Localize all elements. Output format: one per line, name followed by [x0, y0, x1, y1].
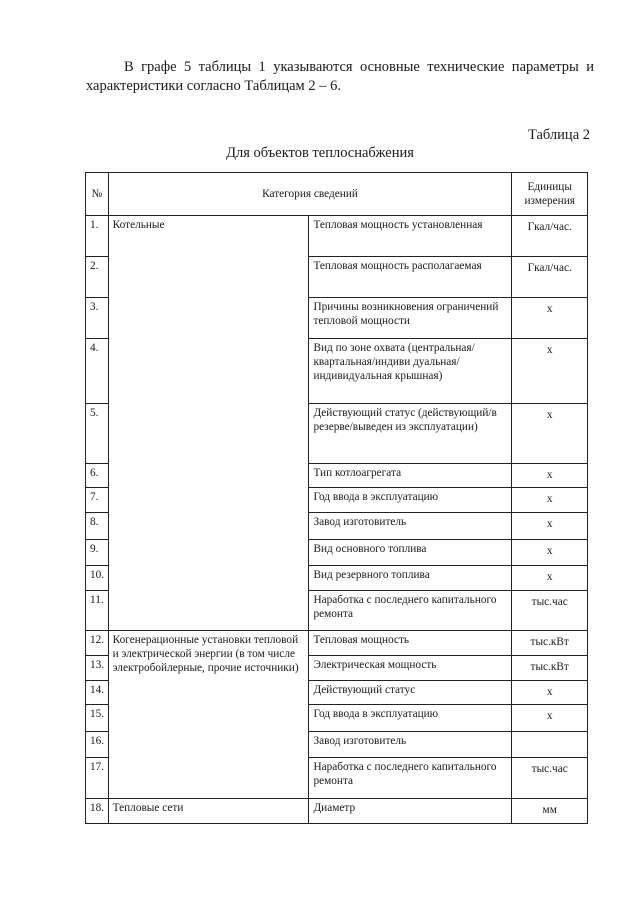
unit-cell — [512, 681, 588, 705]
unit-value: х — [546, 686, 553, 698]
unit-value: Гкал/час. — [527, 221, 572, 233]
parameter-cell: Тип котлоагрегата — [309, 464, 512, 488]
unit-value: х — [546, 303, 553, 315]
parameter-cell: Тепловая мощность располагаемая — [309, 257, 512, 298]
row-number: 9. — [86, 540, 109, 566]
unit-value: х — [546, 518, 553, 530]
row-number: 1. — [86, 216, 109, 257]
parameter-cell: Действующий статус — [309, 681, 512, 705]
unit-value: х — [546, 571, 553, 583]
row-number: 17. — [86, 758, 109, 799]
unit-value: х — [546, 493, 553, 505]
parameter-cell: Завод изготовитель — [309, 513, 512, 540]
unit-cell — [512, 631, 588, 656]
parameter-cell: Вид резервного топлива — [309, 566, 512, 591]
heat-supply-table — [85, 172, 588, 824]
unit-cell — [512, 513, 588, 540]
unit-cell — [512, 298, 588, 339]
parameter-cell: Тепловая мощность — [309, 631, 512, 656]
category-cell: Котельные — [108, 216, 309, 631]
parameter-cell: Вид основного топлива — [309, 540, 512, 566]
unit-cell — [512, 591, 588, 631]
unit-value: тыс.кВт — [530, 661, 569, 673]
unit-cell — [512, 404, 588, 464]
row-number: 18. — [86, 799, 109, 824]
unit-cell — [512, 464, 588, 488]
unit-value: х — [546, 409, 553, 421]
table-header-row — [86, 173, 588, 216]
row-number: 2. — [86, 257, 109, 298]
table-row — [86, 631, 588, 656]
unit-cell — [512, 732, 588, 758]
parameter-cell: Электрическая мощность — [309, 656, 512, 681]
unit-value: тыс.кВт — [530, 636, 569, 648]
unit-value: Гкал/час. — [527, 262, 572, 274]
unit-cell — [512, 799, 588, 824]
row-number: 10. — [86, 566, 109, 591]
parameter-cell: Действующий статус (действующий/в резерве/выведен из эксплуатации) — [309, 404, 512, 464]
header-unit: Единицы измерения — [512, 173, 588, 216]
parameter-cell: Завод изготовитель — [309, 732, 512, 758]
table-row — [86, 216, 588, 257]
parameter-cell: Тепловая мощность установленная — [309, 216, 512, 257]
parameter-cell: Наработка с последнего капитального ремонта — [309, 758, 512, 799]
row-number: 7. — [86, 488, 109, 513]
unit-cell — [512, 656, 588, 681]
row-number: 11. — [86, 591, 109, 631]
unit-cell — [512, 216, 588, 257]
category-cell: Когенерационные установки тепловой и электрической энергии (в том числе электробойлерные, прочие источники) — [108, 631, 309, 799]
category-cell: Тепловые сети — [108, 799, 309, 824]
unit-value: тыс.час — [531, 596, 568, 608]
row-number: 12. — [86, 631, 109, 656]
unit-cell — [512, 339, 588, 404]
parameter-cell: Диаметр — [309, 799, 512, 824]
row-number: 6. — [86, 464, 109, 488]
table-caption: Для объектов теплоснабжения — [226, 145, 414, 161]
row-number: 13. — [86, 656, 109, 681]
table-body — [86, 216, 588, 824]
intro-paragraph: В графе 5 таблицы 1 указываются основные технические параметры и характеристики согласно Таблицам 2 – 6. — [86, 59, 594, 94]
header-category: Категория сведений — [108, 173, 512, 216]
unit-cell — [512, 758, 588, 799]
parameter-cell: Наработка с последнего капитального ремонта — [309, 591, 512, 631]
unit-cell — [512, 488, 588, 513]
row-number: 8. — [86, 513, 109, 540]
row-number: 5. — [86, 404, 109, 464]
parameter-cell: Год ввода в эксплуатацию — [309, 705, 512, 732]
row-number: 4. — [86, 339, 109, 404]
table-row — [86, 799, 588, 824]
unit-cell — [512, 705, 588, 732]
unit-value: тыс.час — [531, 763, 568, 775]
table-number: Таблица 2 — [527, 127, 590, 143]
row-number: 15. — [86, 705, 109, 732]
header-num: № — [86, 173, 109, 216]
parameter-cell: Вид по зоне охвата (центральная/квартальная/индиви дуальная/индивидуальная крышная) — [309, 339, 512, 404]
unit-cell — [512, 257, 588, 298]
parameter-cell: Причины возникновения ограничений тепловой мощности — [309, 298, 512, 339]
unit-cell — [512, 540, 588, 566]
parameter-cell: Год ввода в эксплуатацию — [309, 488, 512, 513]
row-number: 3. — [86, 298, 109, 339]
row-number: 14. — [86, 681, 109, 705]
row-number: 16. — [86, 732, 109, 758]
unit-value: х — [546, 710, 553, 722]
unit-cell — [512, 566, 588, 591]
unit-value: х — [546, 344, 553, 356]
unit-value: х — [546, 545, 553, 557]
unit-value: мм — [542, 804, 557, 816]
unit-value: х — [546, 469, 553, 481]
